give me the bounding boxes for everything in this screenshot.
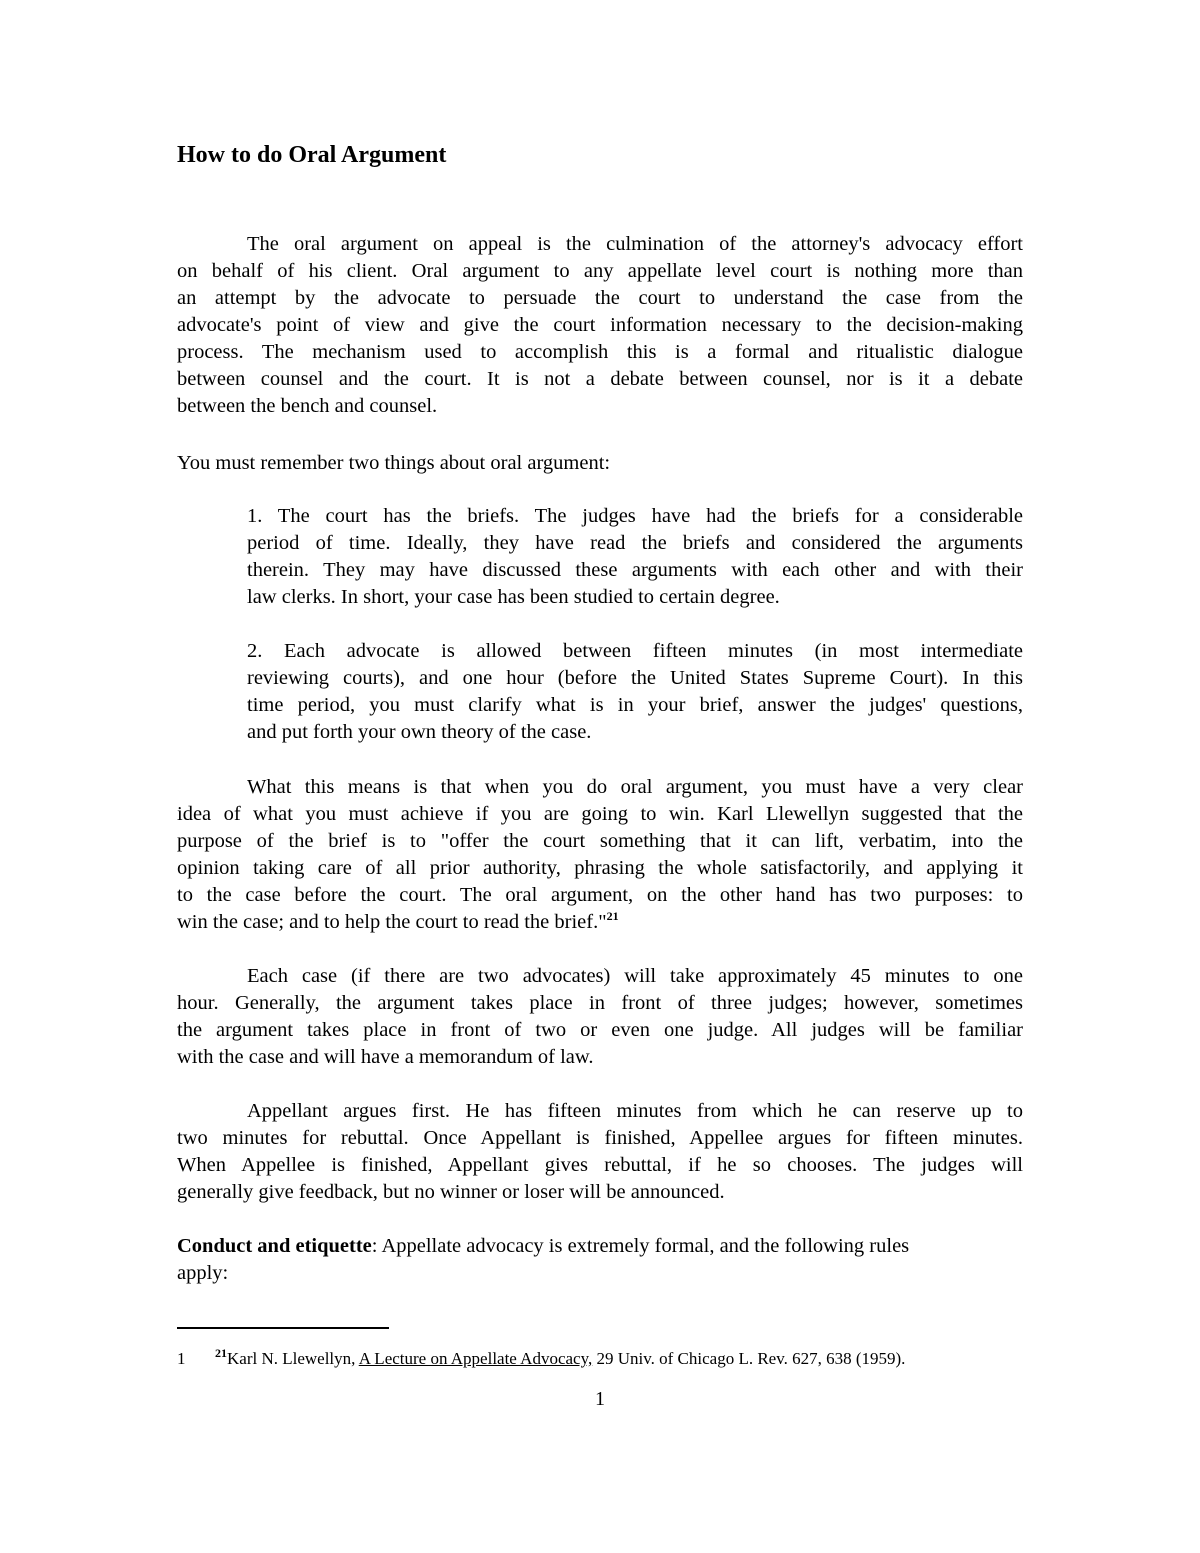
text-line: purpose of the brief is to "offer the court something that it can lift, verbatim, into the (177, 830, 1023, 852)
paragraph-two-things (177, 450, 1023, 477)
paragraph-purpose (177, 774, 1023, 936)
footnote-author: Karl N. Llewellyn, (227, 1349, 359, 1368)
text-line: You must remember two things about oral argument: (177, 452, 611, 474)
footnote-citation: 29 Univ. of Chicago L. Rev. 627, 638 (1959). (592, 1349, 906, 1368)
text-line-content: : Appellate advocacy is extremely formal, and the following rules (371, 1235, 910, 1257)
text-line: therein. They may have discussed these arguments with each other and with their (247, 559, 1023, 581)
text-line: between counsel and the court. It is not a debate between counsel, nor is it a debate (177, 368, 1023, 390)
text-line: on behalf of his client. Oral argument to any appellate level court is nothing more than (177, 260, 1023, 282)
text-line: the argument takes place in front of two or even one judge. All judges will be familiar (177, 1019, 1023, 1041)
text-line (177, 909, 1023, 936)
text-line: process. The mechanism used to accomplish this is a formal and ritualistic dialogue (177, 341, 1023, 363)
text-line: 2. Each advocate is allowed between fifteen minutes (in most intermediate (247, 640, 1023, 662)
footnote-marker: 21 (215, 1346, 227, 1360)
text-line: generally give feedback, but no winner or loser will be announced. (177, 1181, 725, 1203)
text-line: between the bench and counsel. (177, 395, 438, 417)
text-line: When Appellee is finished, Appellant gives rebuttal, if he so chooses. The judges will (177, 1154, 1023, 1176)
text-line: and put forth your own theory of the case. (247, 721, 592, 743)
text-line: reviewing courts), and one hour (before the United States Supreme Court). In this (247, 667, 1023, 689)
text-line: Appellant argues first. He has fifteen minutes from which he can reserve up to (247, 1100, 1023, 1122)
text-line: time period, you must clarify what is in your brief, answer the judges' questions, (247, 694, 1023, 716)
text-line: The oral argument on appeal is the culmination of the attorney's advocacy effort (247, 233, 1023, 255)
text-line: Each case (if there are two advocates) will take approximately 45 minutes to one (247, 965, 1023, 987)
text-line: hour. Generally, the argument takes place in front of three judges; however, sometimes (177, 992, 1023, 1014)
paragraph-order (177, 1098, 1023, 1206)
footnote-work-title: A Lecture on Appellate Advocacy, (358, 1349, 593, 1368)
section-heading: Conduct and etiquette (177, 1235, 372, 1257)
text-line: two minutes for rebuttal. Once Appellant is finished, Appellee argues for fifteen minutes. (177, 1127, 1023, 1149)
list-item (247, 503, 1023, 611)
paragraph-oral-argument-intro (177, 231, 1023, 420)
footnote-separator (177, 1327, 389, 1329)
text-line (177, 1233, 1023, 1260)
text-line: What this means is that when you do oral argument, you must have a very clear (247, 776, 1023, 798)
page-title: How to do Oral Argument (177, 142, 447, 168)
text-line: apply: (177, 1262, 229, 1284)
text-line: period of time. Ideally, they have read the briefs and considered the arguments (247, 532, 1023, 554)
text-line: advocate's point of view and give the court information necessary to the decision-making (177, 314, 1023, 336)
text-line: law clerks. In short, your case has been studied to certain degree. (247, 586, 780, 608)
text-line: opinion taking care of all prior authority, phrasing the whole satisfactorily, and applying it (177, 857, 1023, 879)
footnote (177, 1341, 905, 1371)
paragraph-duration (177, 963, 1023, 1071)
text-line: 1. The court has the briefs. The judges have had the briefs for a considerable (247, 505, 1023, 527)
text-line: to the case before the court. The oral argument, on the other hand has two purposes: to (177, 884, 1023, 906)
footnote-number: 1 (177, 1349, 186, 1368)
text-line: idea of what you must achieve if you are going to win. Karl Llewellyn suggested that the (177, 803, 1023, 825)
text-line-content: win the case; and to help the court to read the brief." (177, 911, 607, 933)
footnote-reference: 21 (606, 909, 619, 923)
text-line: an attempt by the advocate to persuade the court to understand the case from the (177, 287, 1023, 309)
paragraph-conduct (177, 1233, 1023, 1287)
page-number: 1 (595, 1388, 605, 1410)
text-line: with the case and will have a memorandum of law. (177, 1046, 594, 1068)
list-item (247, 638, 1023, 746)
